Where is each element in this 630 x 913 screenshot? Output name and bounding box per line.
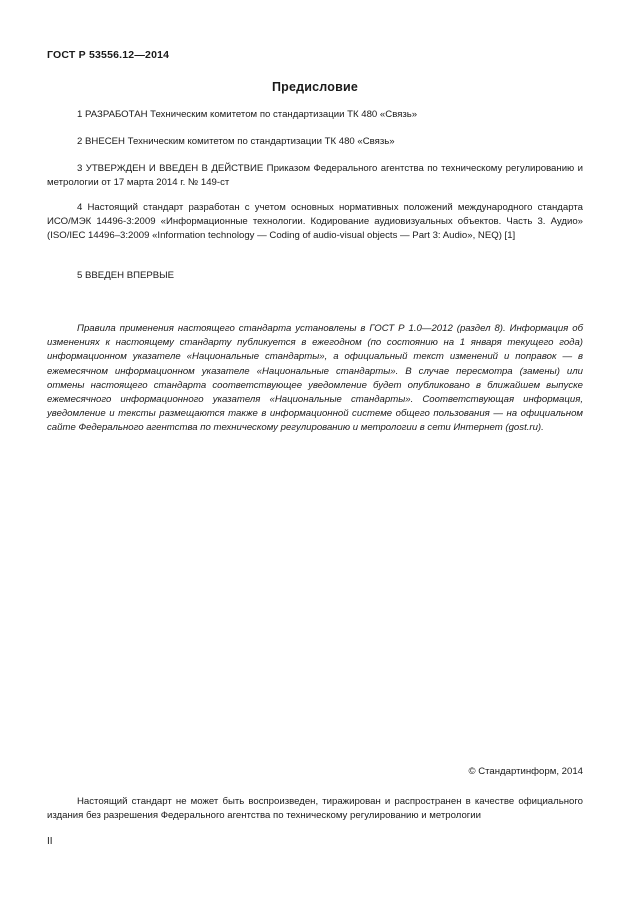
item-1-developed: 1 РАЗРАБОТАН Техническим комитетом по стандартизации ТК 480 «Связь» (77, 109, 418, 120)
page-title-text: Предисловие (271, 80, 359, 94)
item-2-introduced: 2 ВНЕСЕН Техническим комитетом по стандартизации ТК 480 «Связь» (77, 136, 395, 147)
item-5-first-introduced: 5 ВВЕДЕН ВПЕРВЫЕ (77, 270, 175, 281)
item-4-international-basis: 4 Настоящий стандарт разработан с учетом основных нормативных положений международного стандарта ИСО/МЭК 14496-3:2009 «Информационные технологии. Кодирование аудиовизуальных объектов. Часть 3. Аудио» (ISO/IEC 14496–3:2009 «Information technology — Coding of audio-visual objects — Part 3: Audio», NEQ) [1] (47, 202, 583, 242)
standard-code: ГОСТ Р 53556.12—2014 (47, 49, 170, 61)
reproduction-notice: Настоящий стандарт не может быть воспроизведен, тиражирован и распространен в качестве официального издания без разрешения Федерального агентства по техническому регулированию и метрологии (47, 796, 583, 822)
item-3-approved: 3 УТВЕРЖДЕН И ВВЕДЕН В ДЕЙСТВИЕ Приказом Федерального агентства по техническому регулированию и метрологии от 17 марта 2014 г. № 149-ст (47, 163, 583, 189)
copyright-notice: © Стандартинформ, 2014 (468, 766, 583, 777)
rules-notice: Правила применения настоящего стандарта установлены в ГОСТ Р 1.0—2012 (раздел 8). Информация об изменениях к настоящему стандарту публикуется в ежегодном (по состоянию на 1 января текущего года) информационном указателе «Национальные стандарты», а официальный текст изменений и поправок — в ежемесячном информационном указателе «Национальные стандарты». В случае пересмотра (замены) или отмены настоящего стандарта соответствующее уведомление будет опубликовано в ближайшем выпуске ежемесячного информационного указателя «Национальные стандарты». Соответствующая информация, уведомление и тексты размещаются также в информационной системе общего пользования — на официальном сайте Федерального агентства по техническому регулированию и метрологии в сети Интернет (gost.ru). (47, 323, 583, 434)
page-number: II (47, 836, 53, 847)
page-title (0, 80, 630, 94)
